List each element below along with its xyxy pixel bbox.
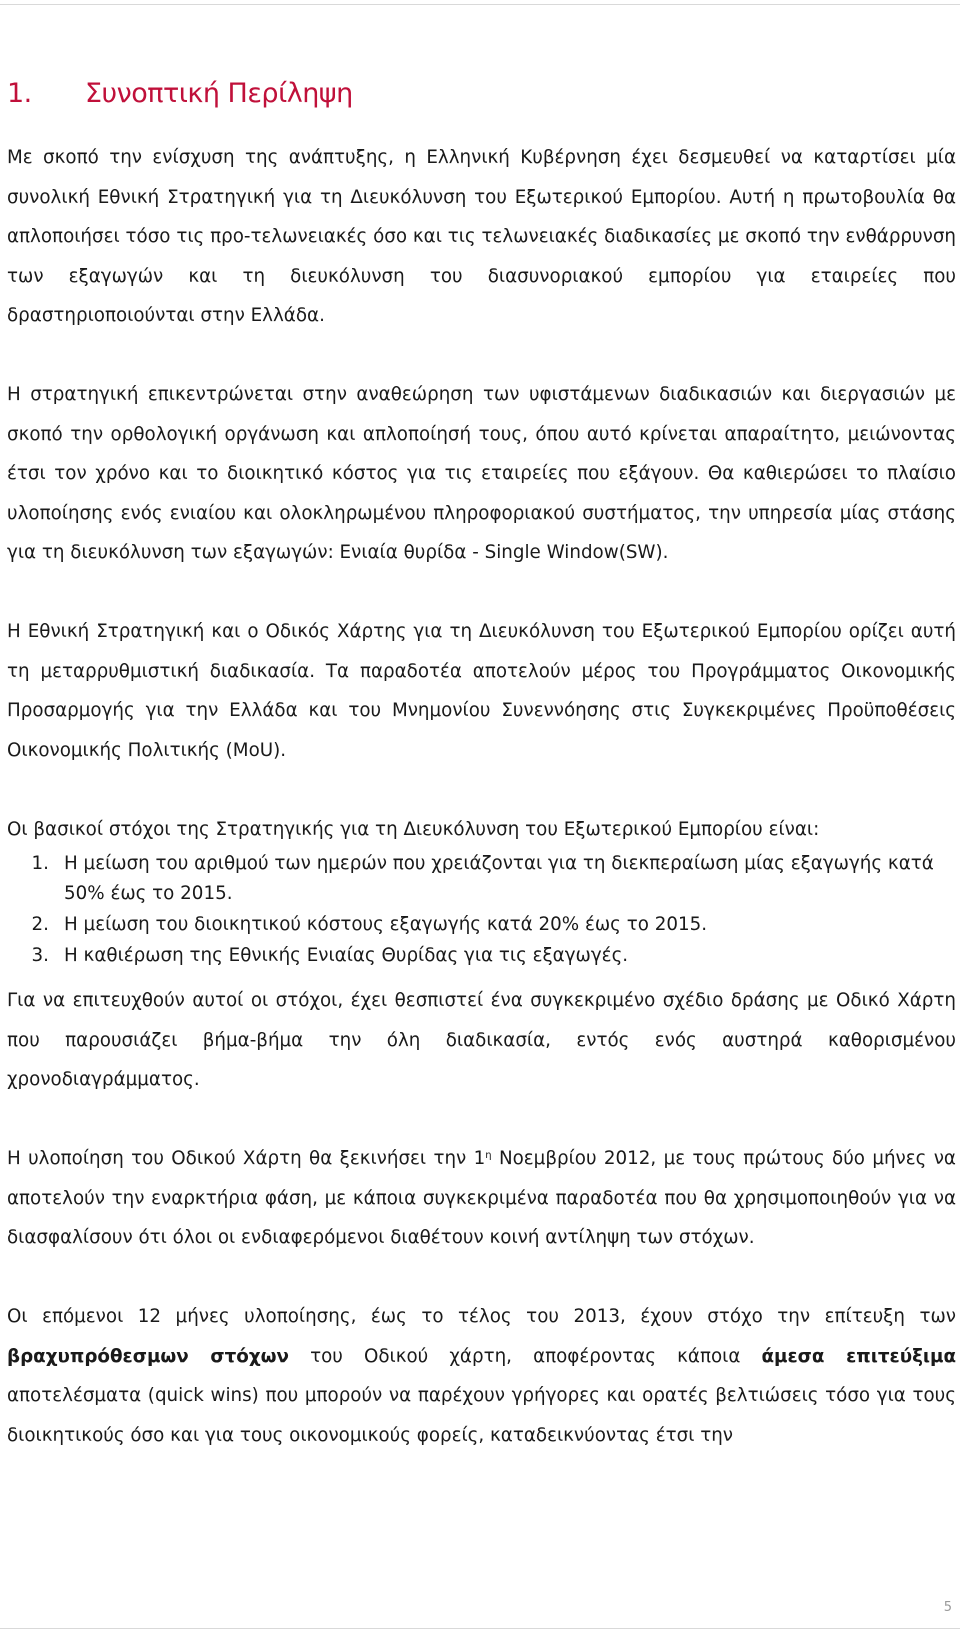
section-title: Συνοπτική Περίληψη (85, 78, 353, 109)
section-number: 1. (7, 78, 32, 109)
list-item-number: 1. (31, 853, 49, 874)
paragraph-intro: Με σκοπό την ενίσχυση της ανάπτυξης, η Ελληνική Κυβέρνηση έχει δεσμευθεί να καταρτίσει μία συνολική Εθνική Στρατηγική για τη Διευκόλυνση του Εξωτερικού Εμπορίου. Αυτή η πρωτοβουλία θα απλοποιήσει τόσο τις προ-τελωνειακές όσο και τις τελωνειακές διαδικασίες με σκοπό την ενθάρρυνση των εξαγωγών και τη διευκόλυνση του διασυνοριακού εμπορίου για εταιρείες που δραστηριοποιούνται στην Ελλάδα. (7, 147, 956, 326)
list-item-number: 3. (31, 945, 49, 966)
next-months-text-c: αποτελέσματα (quick wins) που μπορούν να παρέχουν γρήγορες και ορατές βελτιώσεις τόσο για τους διοικητικούς όσο και για τους οικονομικούς φορείς, καταδεικνύοντας έτσι την (7, 1385, 956, 1446)
list-item-text: Η μείωση του διοικητικού κόστους εξαγωγής κατά 20% έως το 2015. (64, 914, 708, 935)
goals-list (7, 849, 956, 971)
paragraph-roadmap: Η Εθνική Στρατηγική και ο Οδικός Χάρτης για τη Διευκόλυνση του Εξωτερικού Εμπορίου ορίζει αυτή τη μεταρρυθμιστική διαδικασία. Τα παραδοτέα αποτελούν μέρος του Προγράμματος Οικονομικής Προσαρμογής για την Ελλάδα και του Μνημονίου Συνεννόησης στις Συγκεκριμένες Προϋποθέσεις Οικονομικής Πολιτικής (MoU). (7, 621, 956, 761)
list-item-text: Η μείωση του αριθμού των ημερών που χρειάζονται για τη διεκπεραίωση μίας εξαγωγής κατά 50% έως το 2015. (64, 853, 934, 904)
list-item (7, 941, 956, 971)
page-number: 5 (943, 1600, 952, 1615)
implementation-text-start: Η υλοποίηση του Οδικού Χάρτη θα ξεκινήσει την 1 (7, 1148, 486, 1169)
short-term-goals-bold: βραχυπρόθεσμων στόχων (7, 1345, 289, 1367)
list-item (7, 910, 956, 940)
bottom-divider (0, 1628, 960, 1629)
next-months-text-a: Οι επόμενοι 12 μήνες υλοποίησης, έως το τέλος του 2013, έχουν στόχο την επίτευξη των (7, 1306, 956, 1327)
next-months-text-b: του Οδικού χάρτη, αποφέροντας κάποια (289, 1345, 762, 1367)
implementation-text-end: Νοεμβρίου 2012, με τους πρώτους δύο μήνες να αποτελούν την εναρκτήρια φάση, με κάποια συγκεκριμένα παραδοτέα που θα χρησιμοποιηθούν για να διασφαλίσουν ότι όλοι οι ενδιαφερόμενοι διαθέτουν κοινή αντίληψη των στόχων. (7, 1148, 956, 1248)
section-heading (7, 78, 956, 118)
paragraph-next-months (7, 1297, 956, 1455)
ordinal-superscript: η (485, 1150, 492, 1161)
document-page (7, 78, 956, 1455)
quick-wins-bold: άμεσα επιτεύξιμα (761, 1345, 957, 1367)
goals-lead: Οι βασικοί στόχοι της Στρατηγικής για τη Διευκόλυνση του Εξωτερικού Εμπορίου είναι: (7, 818, 820, 840)
paragraph-action-plan: Για να επιτευχθούν αυτοί οι στόχοι, έχει θεσπιστεί ένα συγκεκριμένο σχέδιο δράσης με Οδικό Χάρτη που παρουσιάζει βήμα-βήμα την όλη διαδικασία, εντός ενός αυστηρά καθορισμένου χρονοδιαγράμματος. (7, 990, 956, 1090)
top-divider (0, 4, 960, 5)
paragraph-strategy: Η στρατηγική επικεντρώνεται στην αναθεώρηση των υφιστάμενων διαδικασιών και διεργασιών με σκοπό την ορθολογική οργάνωση και απλοποίησή τους, όπου αυτό κρίνεται απαραίτητο, μειώνοντας έτσι τον χρόνο και το διοικητικό κόστος για τις εταιρείες που εξάγουν. Θα καθιερώσει το πλαίσιο υλοποίησης ενός ενιαίου και ολοκληρωμένου πληροφοριακού συστήματος, την υπηρεσία μίας στάσης για τη διευκόλυνση των εξαγωγών: Ενιαία θυρίδα - Single Window(SW). (7, 384, 956, 563)
list-item-text: Η καθιέρωση της Εθνικής Ενιαίας Θυρίδας για τις εξαγωγές. (64, 945, 629, 966)
paragraph-implementation (7, 1139, 956, 1258)
list-item-number: 2. (31, 914, 49, 935)
list-item (7, 849, 956, 909)
